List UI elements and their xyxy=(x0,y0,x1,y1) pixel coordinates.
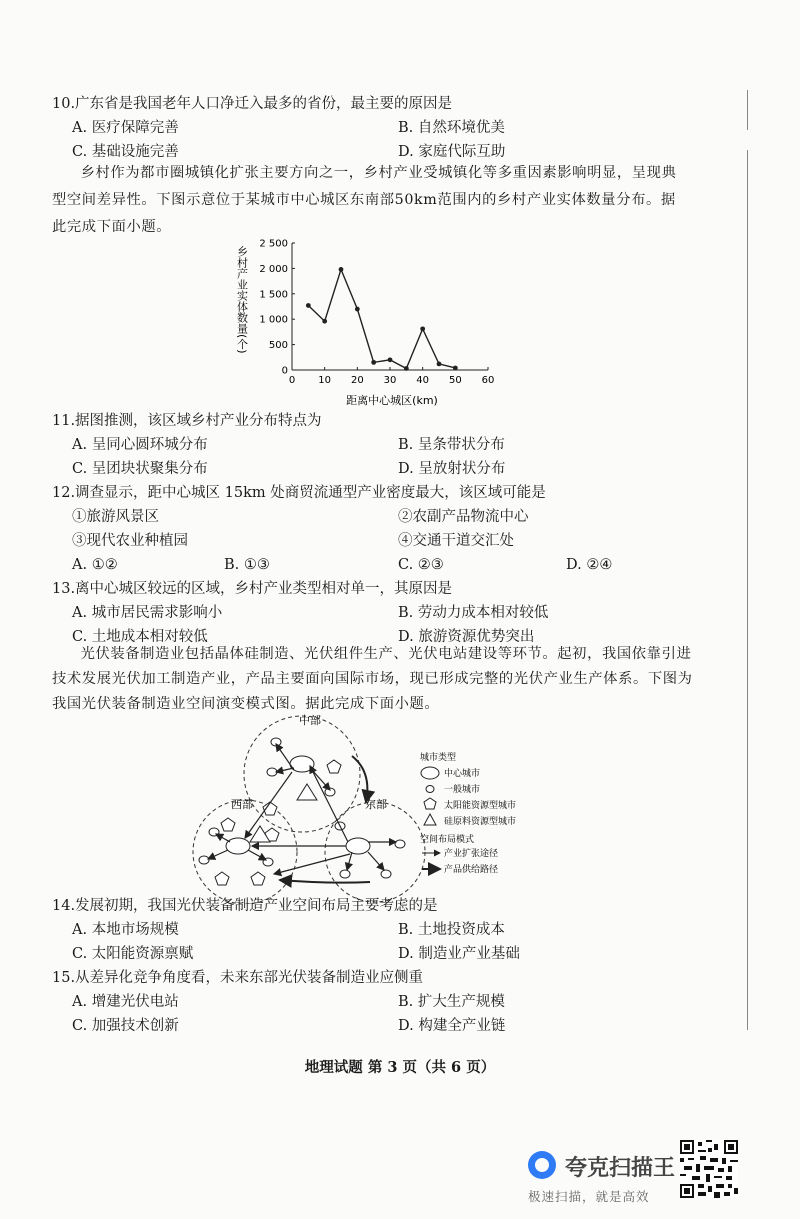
q10-option-d[interactable]: D. 家庭代际互助 xyxy=(398,144,506,160)
center-city-west xyxy=(226,838,250,854)
passage-photovoltaic: 光伏装备制造业包括晶体硅制造、光伏组件生产、光伏电站建设等环节。起初，我国依靠引进技术发展光伏加工制造产业，产品主要面向国际市场，现已形成完整的光伏产业生产体系。下图为我国光伏装备制造业空间演变模式图。据此完成下面小题。 xyxy=(52,646,693,712)
x-tick-label: 20 xyxy=(350,375,364,386)
q12-item-2: ②农副产品物流中心 xyxy=(398,509,529,525)
scanner-slogan: 极速扫描，就是高效 xyxy=(528,1189,650,1204)
region-label-central: 中部 xyxy=(299,714,321,727)
q11-option-a[interactable]: A. 呈同心圆环城分布 xyxy=(72,437,208,453)
data-point xyxy=(437,362,442,367)
q14-stem: 14.发展初期，我国光伏装备制造产业空间布局主要考虑的是 xyxy=(52,898,438,914)
q14-option-b[interactable]: B. 土地投资成本 xyxy=(398,922,505,938)
q10-stem: 10.广东省是我国老年人口净迁入最多的省份，最主要的原因是 xyxy=(52,96,453,112)
east-region xyxy=(325,802,425,902)
data-point xyxy=(388,357,393,362)
q11-option-c[interactable]: C. 呈团块状聚集分布 xyxy=(72,461,208,477)
chart-xlabel: 距离中心城区(km) xyxy=(346,394,438,407)
y-tick-label: 1 000 xyxy=(259,314,288,326)
y-tick-label: 1 500 xyxy=(259,289,288,301)
region-label-east: 东部 xyxy=(365,798,387,811)
x-tick-label: 60 xyxy=(481,375,495,386)
q10-option-a[interactable]: A. 医疗保障完善 xyxy=(72,120,179,136)
margin-line xyxy=(747,150,748,1030)
q15-option-d[interactable]: D. 构建全产业链 xyxy=(398,1018,506,1034)
x-tick-label: 30 xyxy=(383,375,397,386)
q13-stem: 13.离中心城区较远的区域，乡村产业类型相对单一，其原因是 xyxy=(52,581,453,597)
region-label-west: 西部 xyxy=(231,798,253,811)
data-line xyxy=(308,269,455,368)
q11-stem: 11.据图推测，该区域乡村产业分布特点为 xyxy=(52,413,322,429)
legend-supply-path: 产品供给路径 xyxy=(444,865,499,875)
data-point xyxy=(371,360,376,365)
q12-stem: 12.调查显示，距中心城区 15km 处商贸流通型产业密度最大，该区域可能是 xyxy=(52,485,546,501)
legend-center-city: 中心城市 xyxy=(444,769,481,779)
q15-stem: 15.从差异化竞争角度看，未来东部光伏装备制造业应侧重 xyxy=(52,970,424,986)
passage-rural-industry: 乡村作为都市圈城镇化扩张主要方向之一，乡村产业受城镇化等多重因素影响明显，呈现典型空间差异性。下图示意位于某城市中心城区东南部50km范围内的乡村产业实体数量分布。据此完成下面小题。 xyxy=(52,165,677,235)
rural-industry-chart xyxy=(230,232,510,412)
y-tick-label: 2 500 xyxy=(259,238,288,250)
y-tick-label: 500 xyxy=(268,340,288,352)
y-tick-label: 2 000 xyxy=(259,263,288,275)
margin-line xyxy=(747,90,748,130)
center-city-east xyxy=(346,838,370,854)
q14-option-d[interactable]: D. 制造业产业基础 xyxy=(398,946,520,962)
x-tick-label: 0 xyxy=(288,375,296,386)
x-tick-label: 50 xyxy=(448,375,462,386)
legend-silicon-city: 硅原料资源型城市 xyxy=(444,817,517,827)
q12-option-c[interactable]: C. ②③ xyxy=(398,557,444,573)
data-point xyxy=(306,303,311,308)
q15-option-b[interactable]: B. 扩大生产规模 xyxy=(398,994,505,1010)
chart-ylabel: 乡村产业实体数量(个) xyxy=(235,246,249,354)
qr-code-icon xyxy=(680,1140,738,1198)
data-point xyxy=(355,307,360,312)
q13-option-b[interactable]: B. 劳动力成本相对较低 xyxy=(398,605,549,621)
q10-option-b[interactable]: B. 自然环境优美 xyxy=(398,120,505,136)
pv-spatial-diagram xyxy=(190,714,560,904)
q12-item-4: ④交通干道交汇处 xyxy=(398,533,514,549)
q15-option-a[interactable]: A. 增建光伏电站 xyxy=(72,994,179,1010)
legend-layout-title: 空间布局模式 xyxy=(420,835,475,845)
q13-option-a[interactable]: A. 城市居民需求影响小 xyxy=(72,605,223,621)
data-point xyxy=(339,267,344,272)
x-tick-label: 10 xyxy=(318,375,332,386)
q12-option-b[interactable]: B. ①③ xyxy=(224,557,270,573)
scanner-brand-name: 夸克扫描王 xyxy=(565,1156,676,1181)
legend-title: 城市类型 xyxy=(420,753,457,763)
legend-expand-path: 产业扩张途径 xyxy=(444,849,499,859)
data-point xyxy=(404,366,409,371)
q11-option-d[interactable]: D. 呈放射状分布 xyxy=(398,461,506,477)
q15-option-c[interactable]: C. 加强技术创新 xyxy=(72,1018,179,1034)
q12-option-d[interactable]: D. ②④ xyxy=(566,557,613,573)
q11-option-b[interactable]: B. 呈条带状分布 xyxy=(398,437,505,453)
q12-option-a[interactable]: A. ①② xyxy=(72,557,118,573)
data-point xyxy=(453,366,458,371)
page-footer: 地理试题 第 3 页（共 6 页） xyxy=(304,1059,496,1076)
q13-option-d[interactable]: D. 旅游资源优势突出 xyxy=(398,629,535,645)
scanner-logo-icon xyxy=(528,1151,556,1179)
q12-item-3: ③现代农业种植园 xyxy=(72,533,188,549)
data-point xyxy=(322,319,327,324)
data-point xyxy=(420,326,425,331)
x-tick-label: 40 xyxy=(416,375,430,386)
q13-option-c[interactable]: C. 土地成本相对较低 xyxy=(72,629,208,645)
legend-solar-city: 太阳能资源型城市 xyxy=(444,801,517,811)
y-tick-label: 0 xyxy=(281,365,288,377)
legend-general-city: 一般城市 xyxy=(444,785,481,795)
q14-option-c[interactable]: C. 太阳能资源禀赋 xyxy=(72,946,194,962)
q14-option-a[interactable]: A. 本地市场规模 xyxy=(72,922,179,938)
q10-option-c[interactable]: C. 基础设施完善 xyxy=(72,144,179,160)
q12-item-1: ①旅游风景区 xyxy=(72,509,159,525)
